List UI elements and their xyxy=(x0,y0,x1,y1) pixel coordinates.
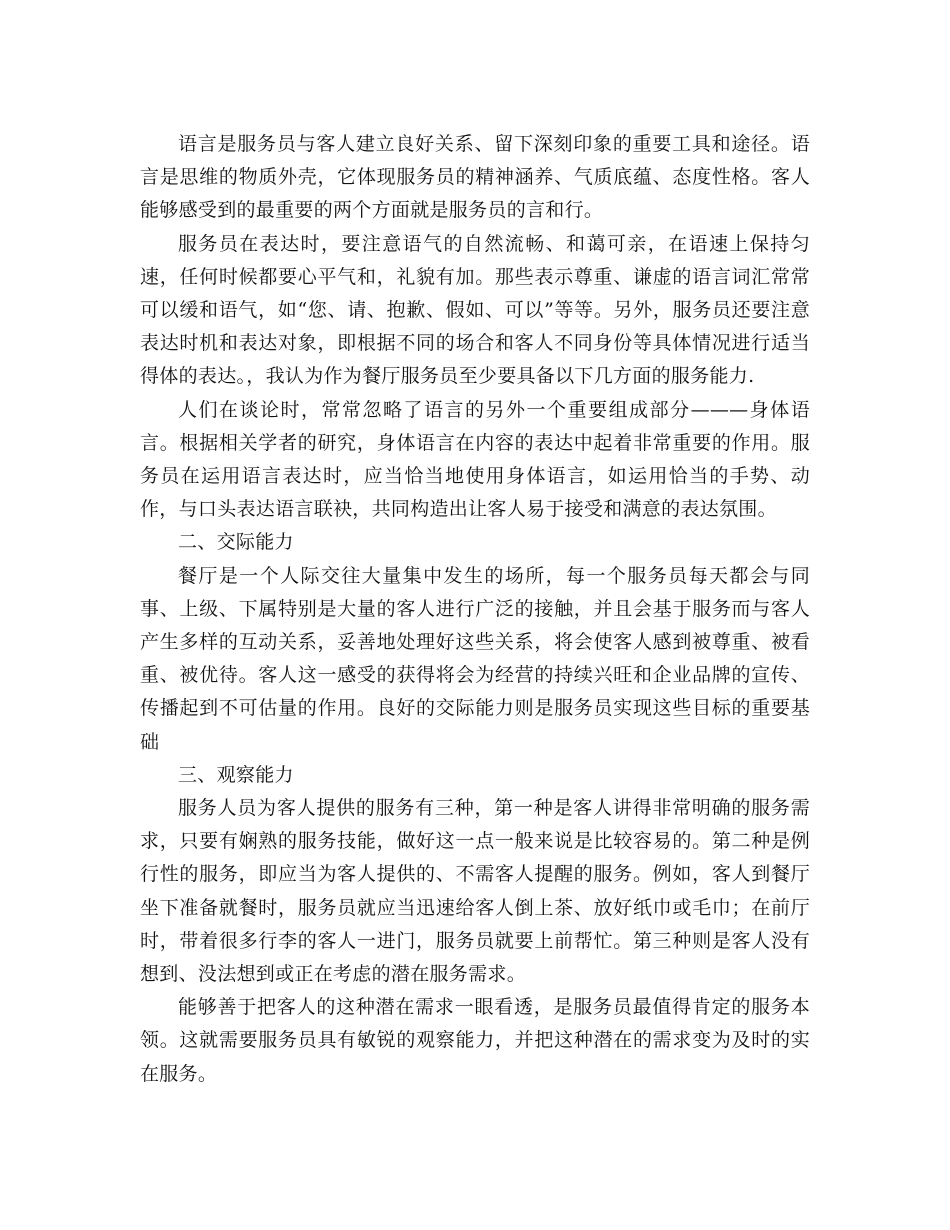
section-heading-communication: 二、交际能力 xyxy=(178,531,294,554)
paragraph-communication-ability: 餐厅是一个人际交往大量集中发生的场所，每一个服务员每天都会与同事、上级、下属特别是大量的客人进行广泛的接触，并且会基于服务而与客人产生多样的互动关系，妥善地处理好这些关系，将会使客人感到被尊重、被看重、被优待。客人这一感受的获得将会为经营的持续兴旺和企业品牌的宣传、传播起到不可估量的作用。良好的交际能力则是服务员实现这些目标的重要基础 xyxy=(140,564,810,753)
paragraph-body-language: 人们在谈论时，常常忽略了语言的另外一个重要组成部分———身体语言。根据相关学者的研究，身体语言在内容的表达中起着非常重要的作用。服务员在运用语言表达时，应当恰当地使用身体语言，如运用恰当的手势、动作，与口头表达语言联袂，共同构造出让客人易于接受和满意的表达氛围。 xyxy=(140,398,810,521)
section-heading-observation: 三、观察能力 xyxy=(178,763,294,786)
paragraph-observation-ability: 能够善于把客人的这种潜在需求一眼看透，是服务员最值得肯定的服务本领。这就需要服务员具有敏锐的观察能力，并把这种潜在的需求变为及时的实在服务。 xyxy=(140,996,810,1085)
paragraph-expression-tone: 服务员在表达时，要注意语气的自然流畅、和蔼可亲，在语速上保持匀速，任何时候都要心平气和，礼貌有加。那些表示尊重、谦虚的语言词汇常常可以缓和语气，如“您、请、抱歉、假如、可以”等等。另外，服务员还要注意表达时机和表达对象，即根据不同的场合和客人不同身份等具体情况进行适当得体的表达。，我认为作为餐厅服务员至少要具备以下几方面的服务能力. xyxy=(140,232,810,388)
paragraph-service-types: 服务人员为客人提供的服务有三种，第一种是客人讲得非常明确的服务需求，只要有娴熟的服务技能，做好这一点一般来说是比较容易的。第二种是例行性的服务，即应当为客人提供的、不需客人提醒的服务。例如，客人到餐厅坐下准备就餐时，服务员就应当迅速给客人倒上茶、放好纸巾或毛巾；在前厅时，带着很多行李的客人一进门，服务员就要上前帮忙。第三种则是客人没有想到、没法想到或正在考虑的潜在服务需求。 xyxy=(140,797,810,986)
document-body xyxy=(140,128,810,1091)
paragraph-language-importance: 语言是服务员与客人建立良好关系、留下深刻印象的重要工具和途径。语言是思维的物质外壳，它体现服务员的精神涵养、气质底蕴、态度性格。客人能够感受到的最重要的两个方面就是服务员的言和行。 xyxy=(140,133,810,222)
